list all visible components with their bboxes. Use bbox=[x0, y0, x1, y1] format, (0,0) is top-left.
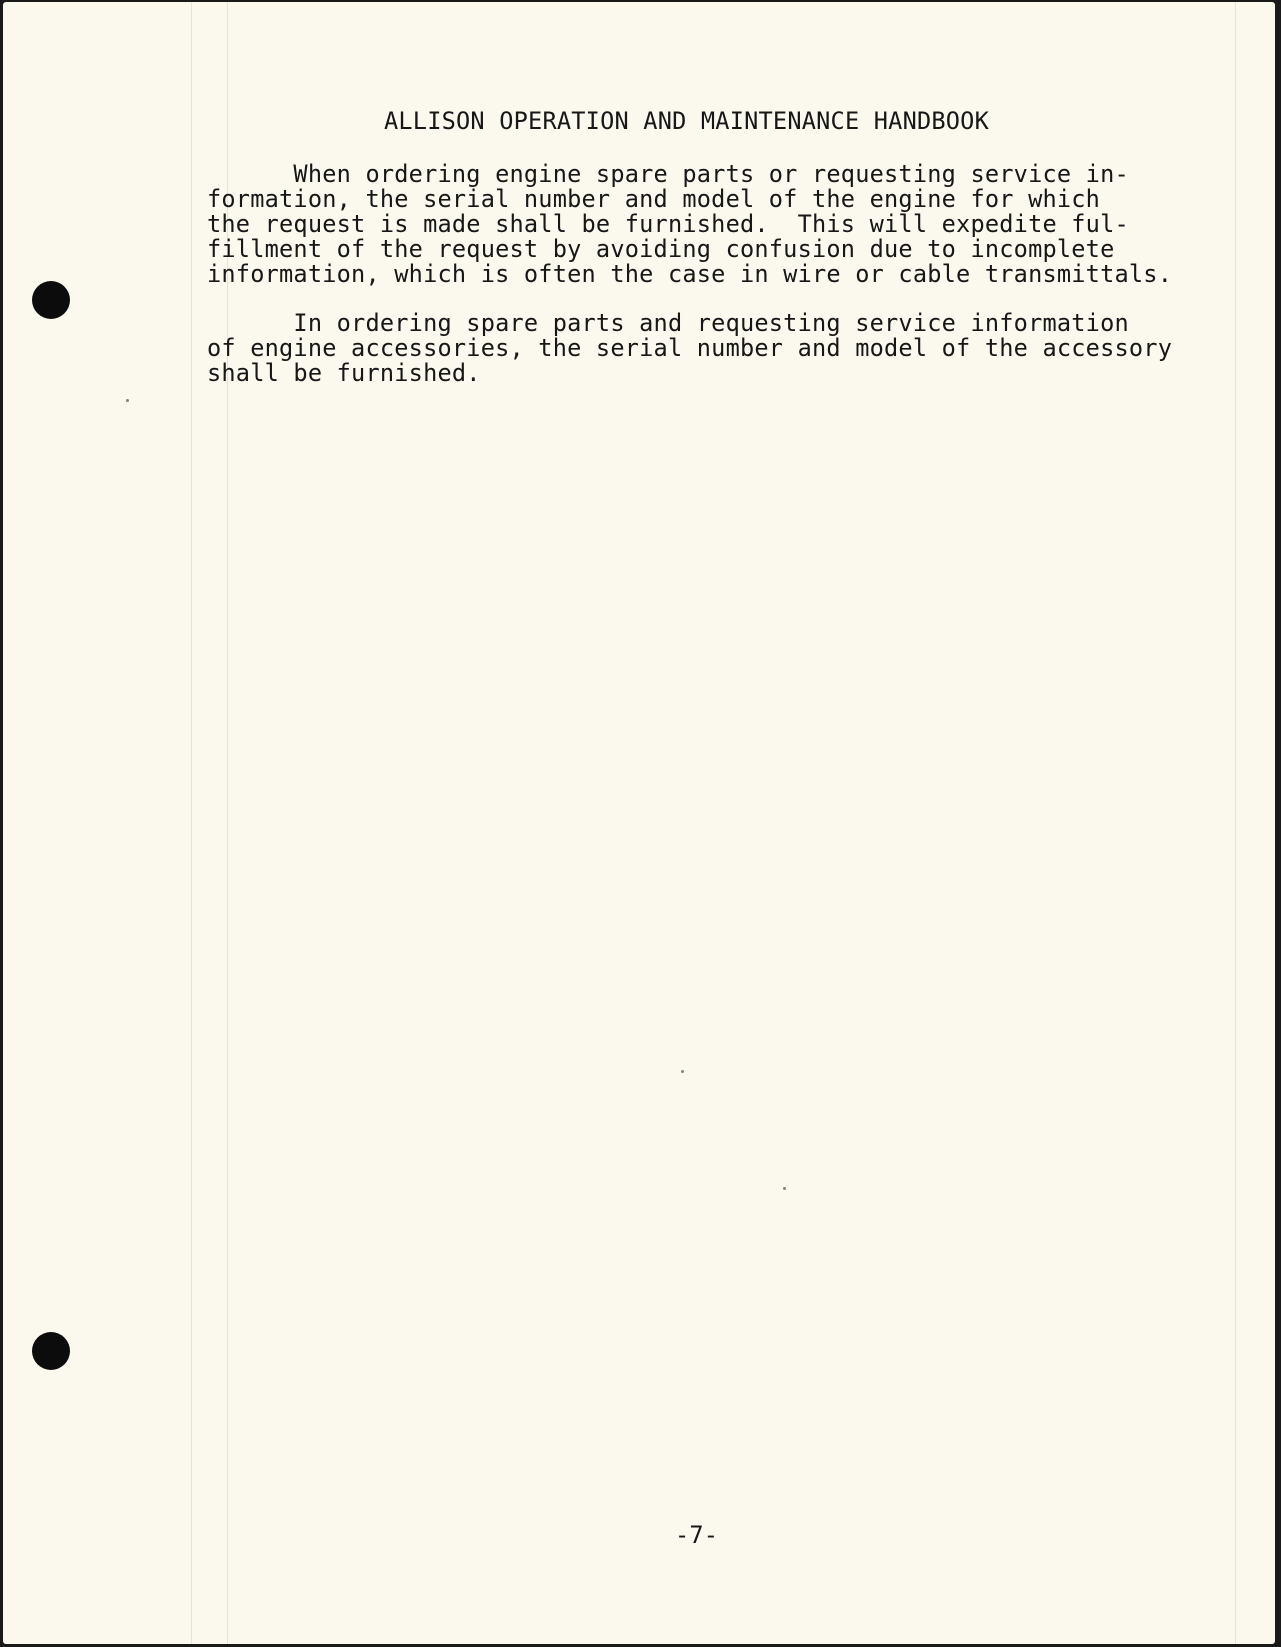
margin-rule bbox=[1235, 2, 1236, 1644]
paragraph-line: fillment of the request by avoiding confusion due to incomplete bbox=[207, 235, 1115, 263]
binder-hole-bottom bbox=[32, 1332, 70, 1370]
paragraph-line: When ordering engine spare parts or requesting service in- bbox=[207, 160, 1129, 188]
paper-speck bbox=[126, 399, 129, 402]
paragraph-ordering-accessories bbox=[207, 311, 1172, 386]
paper-speck bbox=[681, 1070, 684, 1073]
paragraph-ordering-engine-parts bbox=[207, 162, 1172, 287]
page-number: -7- bbox=[675, 1521, 719, 1549]
paper-speck bbox=[783, 1187, 786, 1190]
margin-rule bbox=[191, 2, 192, 1644]
paragraph-line: shall be furnished. bbox=[207, 359, 481, 387]
document-heading: ALLISON OPERATION AND MAINTENANCE HANDBOOK bbox=[384, 107, 989, 135]
document-page bbox=[3, 2, 1275, 1644]
binder-hole-top bbox=[32, 281, 70, 319]
paragraph-line: In ordering spare parts and requesting service information bbox=[207, 309, 1129, 337]
paragraph-line: formation, the serial number and model of the engine for which bbox=[207, 185, 1101, 213]
paragraph-line: the request is made shall be furnished. This will expedite ful- bbox=[207, 210, 1129, 238]
paragraph-line: of engine accessories, the serial number and model of the accessory bbox=[207, 334, 1173, 362]
paragraph-line: information, which is often the case in wire or cable transmittals. bbox=[207, 260, 1173, 288]
